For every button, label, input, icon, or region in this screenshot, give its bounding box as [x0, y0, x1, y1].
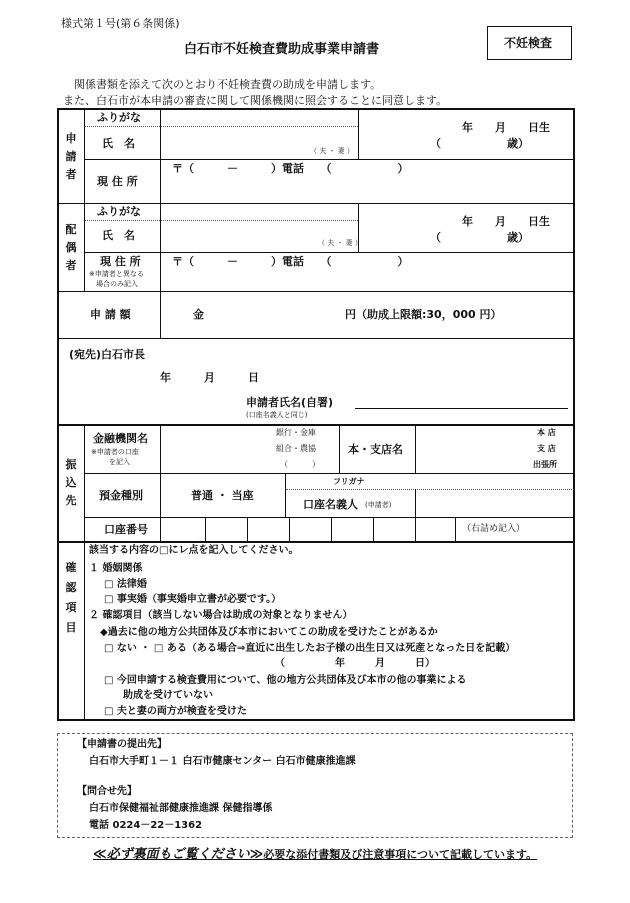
check-question-1: ◆過去に他の地方公共団体及び本市においてこの助成を受けたことがあるか	[100, 627, 438, 638]
divider	[58, 424, 574, 426]
applicant-address-label: 現 住 所	[97, 175, 138, 188]
checkbox-no-other-grant[interactable]: □ 今回申請する検査費用について、他の地方公共団体及び本市の他の事業による	[104, 675, 467, 686]
account-number-note: （右詰め記入）	[462, 524, 526, 534]
account-holder-note: (申請者)	[365, 501, 392, 509]
checkbox-prior-grant[interactable]: □ ない ・ □ ある（ある場合⇒直近に出生したお子様の出生日又は死産となった日を記載）	[104, 643, 516, 654]
spouse-address-note-2: 場合のみ記入	[96, 280, 138, 288]
holder-furigana-label: フリガナ	[333, 477, 365, 486]
contact-department: 白石市保健福祉部健康推進課 保健指導係	[89, 803, 273, 814]
divider	[58, 291, 574, 292]
deposit-type-options[interactable]: 普通 ・ 当座	[191, 489, 254, 502]
divider	[415, 425, 416, 473]
amount-suffix[interactable]: 円（助成上限額:30，000 円）	[345, 308, 502, 321]
back-page-note-rest: 必要な添付書類及び注意事項について記載しています。	[263, 848, 538, 861]
divider	[339, 425, 340, 473]
divider	[84, 425, 85, 720]
submit-heading: 【申請書の提出先】	[77, 739, 167, 750]
spouse-address-label: 現 住 所	[100, 255, 141, 268]
back-page-note-emphasis: ≪必ず裏面もご覧ください≫	[93, 847, 264, 862]
account-digit-cell	[455, 518, 456, 541]
bank-name-note-2: を記入	[109, 458, 130, 466]
divider	[160, 204, 161, 291]
branch-type-3: 出張所	[533, 460, 557, 469]
account-number-label: 口座番号	[104, 523, 148, 536]
divider	[58, 203, 574, 204]
dotted-divider	[85, 220, 358, 221]
account-digit-cell	[373, 518, 374, 541]
account-digit-cell	[205, 518, 206, 541]
divider	[160, 109, 161, 203]
checkbox-common-law[interactable]: □ 事実婚（事実婚申立書が必要です。）	[104, 594, 282, 605]
branch-label: 本・支店名	[348, 443, 403, 456]
branch-type-1: 本 店	[537, 428, 556, 437]
signature-line[interactable]	[355, 408, 568, 409]
applicant-section-label: 申 請 者	[65, 132, 77, 181]
account-holder-label: 口座名義人	[303, 498, 358, 511]
check-item-1: １ 婚姻関係	[89, 563, 143, 574]
checkbox-both-tested[interactable]: □ 夫と妻の両方が検査を受けた	[104, 706, 247, 717]
amount-label: 申 請 額	[90, 308, 131, 321]
submit-address: 白石市大手町１－１ 白石市健康センター 白石市健康推進課	[89, 756, 356, 767]
form-number: 様式第１号(第６条関係)	[61, 17, 180, 30]
contact-heading: 【問合せ先】	[77, 786, 137, 797]
addressee: (宛先)白石市長	[69, 348, 146, 361]
account-digit-cell	[415, 518, 416, 541]
bank-type-2: 組合・農協	[276, 444, 316, 453]
divider	[58, 541, 574, 543]
spouse-section-label: 配 偶 者	[65, 223, 77, 272]
check-intro: 該当する内容の□にレ点を記入してください。	[89, 545, 299, 556]
divider	[85, 473, 574, 474]
no-other-grant-cont: 助成を受けていない	[123, 690, 213, 701]
applicant-birthdate[interactable]: 年 月 日生	[462, 121, 550, 134]
spouse-name-label: 氏 名	[102, 229, 135, 242]
back-page-note	[93, 848, 537, 861]
category-badge	[487, 26, 572, 60]
applicant-age[interactable]: （ 歳）	[430, 137, 529, 150]
bank-name-label: 金融機関名	[93, 432, 148, 445]
divider	[85, 252, 574, 253]
divider	[58, 338, 574, 339]
applicant-name-label: 氏 名	[102, 137, 135, 150]
divider	[85, 517, 574, 518]
amount-prefix: 金	[193, 308, 204, 321]
divider	[84, 109, 85, 291]
check-item-2: ２ 確認項目（該当しない場合は助成の対象となりません）	[89, 610, 353, 621]
spouse-age[interactable]: （ 歳）	[430, 231, 529, 244]
spouse-birthdate[interactable]: 年 月 日生	[462, 215, 550, 228]
applicant-postal-phone[interactable]: 〒（ － ）電話 （ ）	[172, 162, 409, 175]
dotted-divider	[286, 489, 574, 490]
bank-type-3: （ ）	[280, 460, 320, 469]
intro-line-2: また、白石市が本申請の審査に関して関係機関に照会することに同意します。	[63, 94, 448, 107]
divider	[160, 292, 161, 338]
divider	[85, 159, 574, 160]
divider	[358, 109, 359, 159]
divider	[160, 425, 161, 541]
account-digit-cell	[289, 518, 290, 541]
spouse-relation[interactable]: （ 夫 ・ 妻 ）	[318, 239, 362, 247]
applicant-relation[interactable]: （ 夫 ・ 妻 ）	[310, 147, 354, 155]
signature-note: (口座名義人と同じ)	[246, 411, 308, 419]
badge-text: 不妊検査	[504, 36, 553, 50]
spouse-postal-phone[interactable]: 〒（ － ）電話 （ ）	[172, 255, 409, 268]
bank-section-label: 振 込 先	[65, 458, 77, 507]
contact-phone: 電話 0224－22－1362	[89, 820, 203, 831]
deposit-type-label: 預金種別	[99, 489, 143, 502]
applicant-furigana-label: ふりがな	[97, 111, 141, 124]
spouse-furigana-label: ふりがな	[97, 205, 141, 218]
form-title: 白石市不妊検査費助成事業申請書	[184, 42, 380, 57]
divider	[415, 489, 416, 517]
account-digit-cell	[331, 518, 332, 541]
spouse-address-note-1: ※申請者と異なる	[89, 270, 144, 278]
date-line[interactable]: 年 月 日	[160, 371, 259, 384]
checkbox-legal-marriage[interactable]: □ 法律婚	[104, 579, 147, 590]
prior-grant-date[interactable]: （ 年 月 日）	[275, 658, 435, 669]
check-section-label: 確 認 項 目	[65, 561, 77, 634]
signature-label: 申請者氏名(自署)	[246, 396, 334, 409]
dotted-divider	[85, 126, 358, 127]
intro-line-1: 関係書類を添えて次のとおり不妊検査費の助成を申請します。	[74, 78, 382, 91]
divider	[285, 474, 286, 517]
bank-name-note-1: ※申請者の口座	[91, 448, 139, 456]
bank-type-1: 銀行・金庫	[276, 428, 316, 437]
account-digit-cell	[247, 518, 248, 541]
branch-type-2: 支 店	[537, 444, 556, 453]
